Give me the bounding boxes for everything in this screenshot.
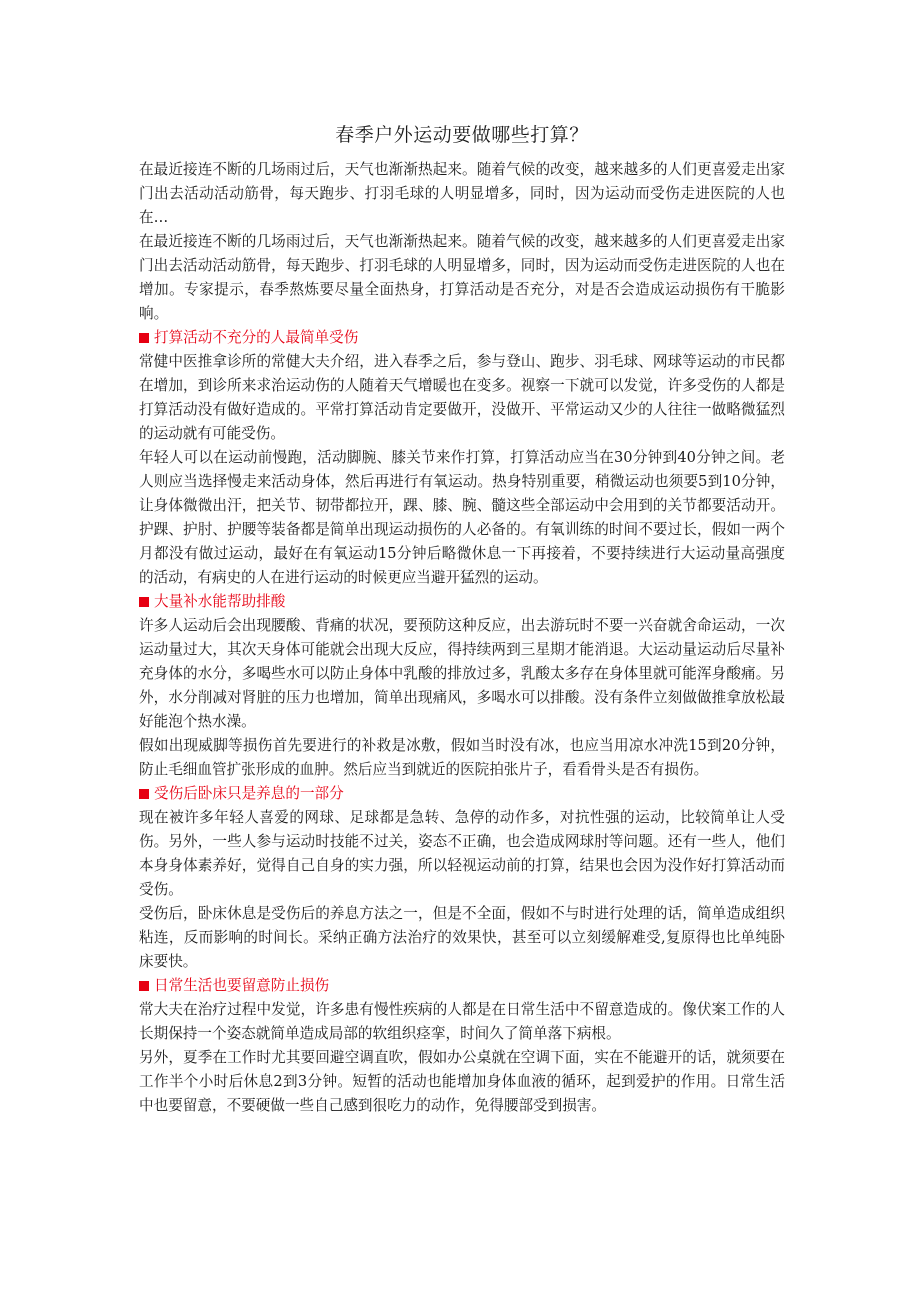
recovery-paragraph-1: 现在被许多年轻人喜爱的网球、足球都是急转、急停的动作多，对抗性强的运动，比较简单让人受伤。另外，一些人参与运动时技能不过关，姿态不正确，也会造成网球肘等问题。还有一些人，他们本身身体素养好，觉得自己自身的实力强，所以轻视运动前的打算，结果也会因为没作好打算活动而受伤。 <box>139 809 785 898</box>
document-page <box>139 120 785 1118</box>
daily-life-paragraph-2: 另外，夏季在工作时尤其要回避空调直吹，假如办公桌就在空调下面，实在不能避开的话，就须要在工作半个小时后休息2到3分钟。短暂的活动也能增加身体血液的循环，起到爱护的作用。日常生活中也要留意，不要硬做一些自己感到很吃力的动作，免得腰部受到损害。 <box>139 1049 785 1114</box>
document-title: 春季户外运动要做哪些打算？ <box>335 124 589 146</box>
intro-paragraph: 在最近接连不断的几场雨过后，天气也渐渐热起来。随着气候的改变，越来越多的人们更喜爱走出家门出去活动活动筋骨，每天跑步、打羽毛球的人明显增多，同时，因为运动而受伤走进医院的人也在增加。专家提示，春季熬炼要尽量全面热身，打算活动是否充分，对是否会造成运动损伤有干脆影响。 <box>139 233 785 322</box>
section-heading-daily-life <box>139 974 785 998</box>
red-square-bullet-icon <box>139 333 149 343</box>
hydration-paragraph-2: 假如出现威脚等损伤首先要进行的补救是冰敷，假如当时没有冰，也应当用凉水冲洗15到20分钟，防止毛细血管扩张形成的血肿。然后应当到就近的医院拍张片子，看看骨头是否有损伤。 <box>139 737 785 778</box>
warmup-paragraph-2: 年轻人可以在运动前慢跑，活动脚腕、膝关节来作打算，打算活动应当在30分钟到40分钟之间。老人则应当选择慢走来活动身体，然后再进行有氧运动。热身特别重要，稍微运动也须要5到10分钟，让身体微微出汗，把关节、韧带都拉开，踝、膝、腕、髓这些全部运动中会用到的关节都要活动开。护踝、护肘、护腰等装备都是简单出现运动损伤的人必备的。有氧训练的时间不要过长，假如一两个月都没有做过运动，最好在有氧运动15分钟后略微休息一下再接着，不要持续进行大运动量高强度的活动，有病史的人在进行运动的时候更应当避开猛烈的运动。 <box>139 449 785 586</box>
red-square-bullet-icon <box>139 597 149 607</box>
section-heading-label: 日常生活也要留意防止损伤 <box>154 977 330 994</box>
daily-life-paragraph-1: 常大夫在治疗过程中发觉，许多患有慢性疾病的人都是在日常生活中不留意造成的。像伏案工作的人长期保持一个姿态就简单造成局部的软组织痉挛，时间久了简单落下病根。 <box>139 1001 785 1042</box>
section-heading-hydration <box>139 590 785 614</box>
red-square-bullet-icon <box>139 981 149 991</box>
section-heading-recovery <box>139 782 785 806</box>
intro-summary-paragraph: 在最近接连不断的几场雨过后，天气也渐渐热起来。随着气候的改变，越来越多的人们更喜爱走出家门出去活动活动筋骨，每天跑步、打羽毛球的人明显增多，同时，因为运动而受伤走进医院的人也在… <box>139 161 785 226</box>
section-heading-label: 打算活动不充分的人最简单受伤 <box>154 329 359 346</box>
section-heading-label: 受伤后卧床只是养息的一部分 <box>154 785 344 802</box>
hydration-paragraph-1: 许多人运动后会出现腰酸、背痛的状况，要预防这种反应，出去游玩时不要一兴奋就舍命运动，一次运动量过大，其次天身体可能就会出现大反应，得持续两到三星期才能消退。大运动量运动后尽量补充身体的水分，多喝些水可以防止身体中乳酸的排放过多，乳酸太多存在身体里就可能浑身酸痛。另外，水分削减对肾脏的压力也增加，简单出现痛风，多喝水可以排酸。没有条件立刻做做推拿放松最好能泡个热水澡。 <box>139 617 785 730</box>
recovery-paragraph-2: 受伤后，卧床休息是受伤后的养息方法之一，但是不全面，假如不与时进行处理的话，简单造成组织粘连，反而影响的时间长。采纳正确方法治疗的效果快，甚至可以立刻缓解难受,复原得也比单纯卧床要快。 <box>139 905 785 970</box>
section-heading-warmup <box>139 326 785 350</box>
red-square-bullet-icon <box>139 789 149 799</box>
warmup-paragraph-1: 常健中医推拿诊所的常健大夫介绍，进入春季之后，参与登山、跑步、羽毛球、网球等运动的市民都在增加，到诊所来求治运动伤的人随着天气增暖也在变多。视察一下就可以发觉，许多受伤的人都是打算活动没有做好造成的。平常打算活动肯定要做开，没做开、平常运动又少的人往往一做略微猛烈的运动就有可能受伤。 <box>139 353 785 442</box>
section-heading-label: 大量补水能帮助排酸 <box>154 593 286 610</box>
